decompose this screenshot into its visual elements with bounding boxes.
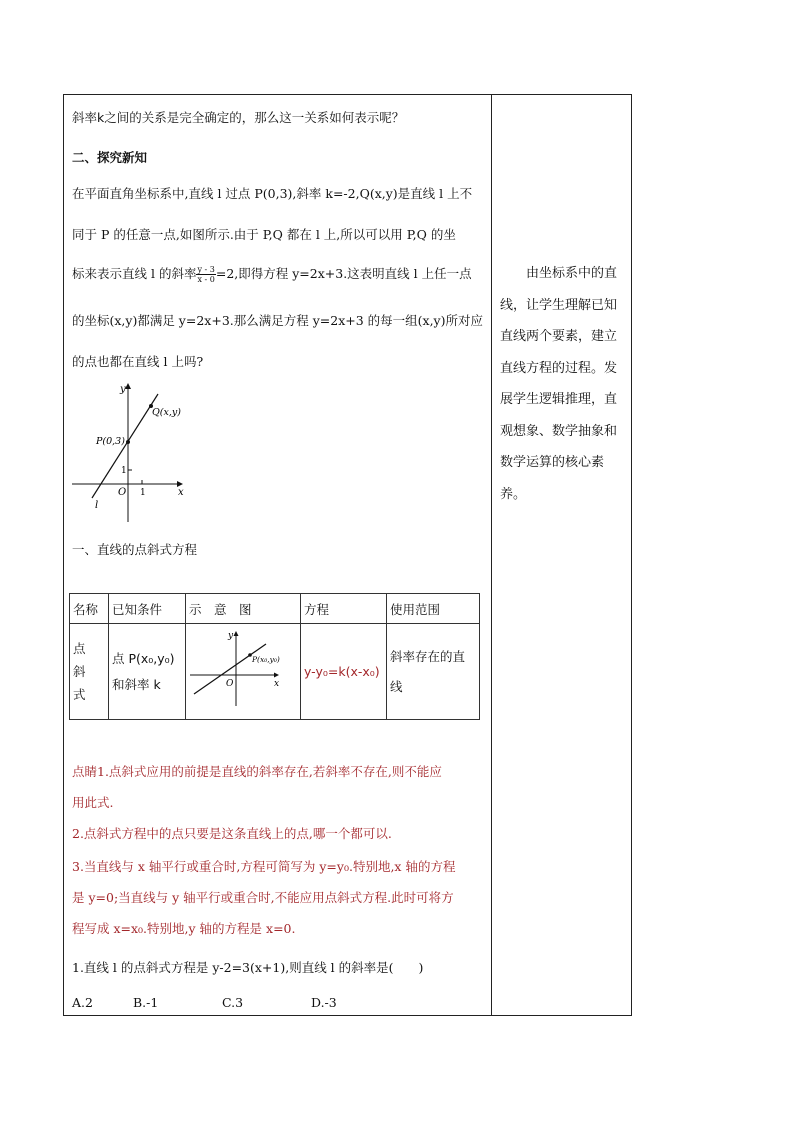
paragraph-line-5: 的点也都在直线 l 上吗?	[72, 354, 204, 369]
diagram-origin-label: O	[226, 679, 234, 689]
diagram-point-label: P(x₀,y₀)	[252, 655, 280, 664]
q-label: Q(x,y)	[152, 407, 181, 418]
line-l-label: l	[95, 500, 99, 511]
paragraph-line-3-start: 标来表示直线 l 的斜率	[72, 266, 197, 281]
cell-condition	[109, 624, 186, 720]
side-line: 线，让学生理解已知	[500, 297, 618, 313]
side-line: 展学生逻辑推理，直	[500, 392, 618, 407]
point-p	[126, 440, 130, 444]
origin-label: O	[118, 487, 127, 498]
option-d: D.-3	[311, 995, 337, 1010]
question-stem: 1.直线 l 的点斜式方程是 y-2=3(x+1),则直线 l 的斜率是( )	[72, 960, 424, 975]
slope-fraction	[196, 265, 215, 284]
header-diagram: 示 意 图	[186, 594, 301, 624]
cell-range	[387, 624, 480, 720]
name-char: 斜	[73, 664, 86, 679]
column-divider	[491, 94, 492, 1016]
point-slope-diagram	[186, 624, 300, 716]
side-line: 养。	[500, 486, 527, 502]
header-equation: 方程	[301, 594, 387, 624]
fraction-numerator: y - 3	[197, 265, 215, 274]
name-char: 点	[73, 641, 86, 656]
option-a: A.2	[72, 995, 93, 1010]
table-row	[70, 624, 480, 720]
header-condition: 已知条件	[109, 594, 186, 624]
section-title-explore: 二、探究新知	[72, 150, 148, 165]
range-line-1: 斜率存在的直	[390, 648, 466, 664]
note-3: 3.当直线与 x 轴平行或重合时,方程可简写为 y=y₀.特别地,x 轴的方程	[72, 859, 456, 874]
x-one-label: 1	[140, 488, 146, 498]
teaching-intent-note	[500, 258, 628, 510]
note-3-cont: 是 y=0;当直线与 y 轴平行或重合时,不能应用点斜式方程.此时可将方	[72, 890, 454, 905]
diagram-x-label: x	[274, 679, 280, 689]
header-name: 名称	[70, 594, 109, 624]
paragraph-line-3-end: =2,即得方程 y=2x+3.这表明直线 l 上任一点	[215, 266, 472, 281]
side-line: 数学运算的核心素	[500, 455, 605, 470]
cell-name	[70, 624, 109, 720]
option-b: B.-1	[133, 995, 159, 1010]
paragraph-line-3	[72, 264, 472, 284]
y-one-label: 1	[121, 466, 127, 476]
paragraph-line-1: 在平面直角坐标系中,直线 l 过点 P(0,3),斜率 k=-2,Q(x,y)是直线 l 上不	[72, 186, 473, 201]
side-line: 观想象、数学抽象和	[500, 423, 618, 439]
section-title-point-slope: 一、直线的点斜式方程	[72, 542, 198, 557]
side-line: 直线两个要素，建立	[500, 329, 618, 344]
cell-equation: y-y₀=k(x-x₀)	[301, 624, 387, 720]
cell-diagram	[186, 624, 301, 720]
p-label: P(0,3)	[96, 436, 125, 447]
x-axis-label: x	[178, 487, 184, 498]
side-line: 直线方程的过程。发	[500, 360, 618, 376]
intro-text: 斜率k之间的关系是完全确定的，那么这一关系如何表示呢？	[72, 110, 405, 125]
note-2: 2.点斜式方程中的点只要是这条直线上的点,哪一个都可以.	[72, 826, 392, 841]
name-char: 式	[73, 687, 86, 702]
note-1: 点睛1.点斜式应用的前提是直线的斜率存在,若斜率不存在,则不能应	[72, 764, 442, 779]
note-3-end: 程写成 x=x₀.特别地,y 轴的方程是 x=0.	[72, 921, 296, 936]
paragraph-line-4: 的坐标(x,y)都满足 y=2x+3.那么满足方程 y=2x+3 的每一组(x,y)所对应	[72, 313, 483, 328]
header-range: 使用范围	[387, 594, 480, 624]
option-c: C.3	[222, 995, 244, 1010]
condition-slope: 和斜率 k	[112, 676, 161, 692]
y-axis-label: y	[120, 384, 126, 395]
paragraph-line-2: 同于 P 的任意一点,如图所示.由于 P,Q 都在 l 上,所以可以用 P,Q 的坐	[72, 227, 456, 242]
coordinate-figure	[70, 378, 200, 528]
point-slope-table	[69, 593, 480, 720]
side-line: 由坐标系中的直	[500, 266, 618, 281]
fraction-denominator: x - 0	[197, 275, 215, 284]
diagram-y-label: y	[228, 631, 234, 641]
table-header-row	[70, 594, 480, 624]
note-1-cont: 用此式.	[72, 795, 114, 810]
condition-point: 点 P(x₀,y₀)	[112, 650, 175, 666]
range-line-2: 线	[390, 678, 403, 694]
